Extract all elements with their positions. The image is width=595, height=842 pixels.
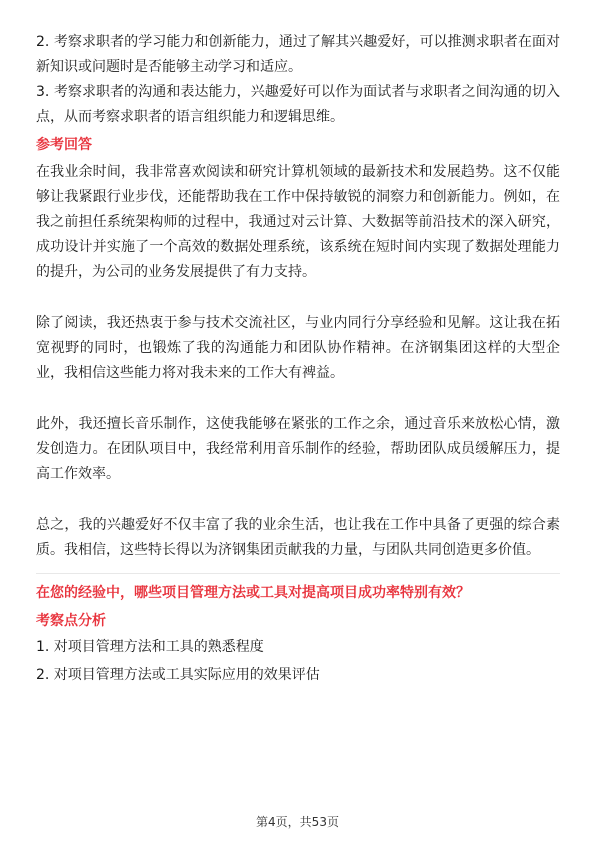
answer-paragraph-1: 在我业余时间，我非常喜欢阅读和研究计算机领域的最新技术和发展趋势。这不仅能够让我紧跟行业步伐，还能帮助我在工作中保持敏锐的洞察力和创新能力。例如，在我之前担任系统架构师的过程中，我通过对云计算、大数据等前沿技术的深入研究，成功设计并实施了一个高效的数据处理系统，该系统在短时间内实现了数据处理能力的提升，为公司的业务发展提供了有力支持。 [36,164,560,280]
analysis-item-1: 1. 对项目管理方法和工具的熟悉程度 [36,639,264,655]
next-question-title: 在您的经验中，哪些项目管理方法或工具对提高项目成功率特别有效？ [36,585,470,601]
answer-heading: 参考回答 [36,137,92,153]
answer-paragraph-4: 总之，我的兴趣爱好不仅丰富了我的业余生活，也让我在工作中具备了更强的综合素质。我相信，这些特长得以为济钢集团贡献我的力量，与团队共同创造更多价值。 [36,517,560,558]
answer-paragraph-2: 除了阅读，我还热衷于参与技术交流社区，与业内同行分享经验和见解。这让我在拓宽视野的同时，也锻炼了我的沟通能力和团队协作精神。在济钢集团这样的大型企业，我相信这些能力将对我未来的工作大有裨益。 [36,315,560,381]
analysis-heading: 考察点分析 [36,613,106,629]
answer-paragraph-3: 此外，我还擅长音乐制作，这使我能够在紧张的工作之余，通过音乐来放松心情，激发创造力。在团队项目中，我经常利用音乐制作的经验，帮助团队成员缓解压力，提高工作效率。 [36,416,560,482]
section-divider [36,573,560,574]
page-footer: 第4页，共53页 [256,815,339,829]
intro-item-2: 2. 考察求职者的学习能力和创新能力，通过了解其兴趣爱好，可以推测求职者在面对新知识或问题时是否能够主动学习和适应。 [36,34,560,75]
intro-item-3: 3. 考察求职者的沟通和表达能力，兴趣爱好可以作为面试者与求职者之间沟通的切入点，从而考察求职者的语言组织能力和逻辑思维。 [36,84,560,125]
analysis-item-2: 2. 对项目管理方法或工具实际应用的效果评估 [36,667,320,683]
document-page [36,30,560,692]
